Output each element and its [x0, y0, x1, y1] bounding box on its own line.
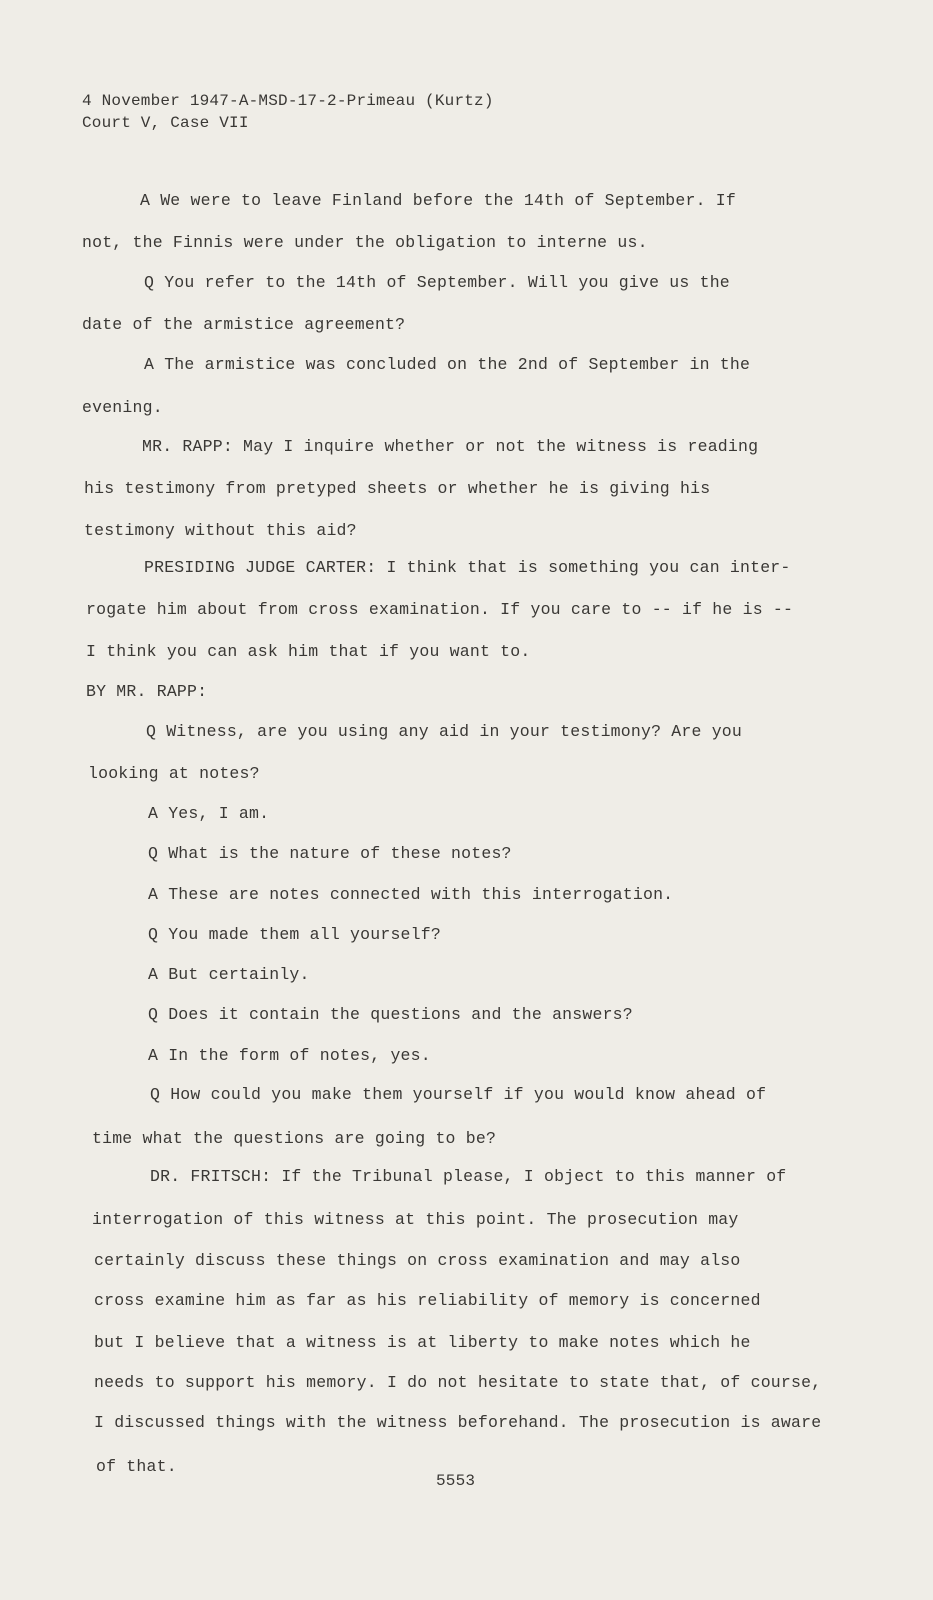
transcript-line: not, the Finnis were under the obligation to interne us. — [82, 233, 648, 252]
transcript-line: DR. FRITSCH: If the Tribunal please, I object to this manner of — [150, 1167, 787, 1186]
transcript-line: Q You refer to the 14th of September. Will you give us the — [144, 273, 730, 292]
transcript-line: interrogation of this witness at this point. The prosecution may — [92, 1210, 739, 1229]
transcript-line: Q Witness, are you using any aid in your testimony? Are you — [146, 722, 742, 741]
transcript-line: BY MR. RAPP: — [86, 682, 208, 701]
transcript-line: A Yes, I am. — [148, 804, 270, 823]
transcript-line: cross examine him as far as his reliability of memory is concerned — [94, 1291, 761, 1310]
transcript-line: I discussed things with the witness beforehand. The prosecution is aware — [94, 1413, 822, 1432]
transcript-line: A We were to leave Finland before the 14th of September. If — [140, 191, 736, 210]
transcript-line: his testimony from pretyped sheets or whether he is giving his — [84, 479, 711, 498]
transcript-line: of that. — [96, 1457, 177, 1476]
transcript-line: Q Does it contain the questions and the answers? — [148, 1005, 633, 1024]
page-number: 5553 — [436, 1472, 476, 1490]
transcript-line: Q How could you make them yourself if you would know ahead of — [150, 1085, 767, 1104]
transcript-line: MR. RAPP: May I inquire whether or not the witness is reading — [142, 437, 759, 456]
transcript-line: A The armistice was concluded on the 2nd of September in the — [144, 355, 751, 374]
transcript-line: evening. — [82, 398, 163, 417]
transcript-line: Q What is the nature of these notes? — [148, 844, 512, 863]
transcript-line: needs to support his memory. I do not hesitate to state that, of course, — [94, 1373, 822, 1392]
transcript-line: I think you can ask him that if you want to. — [86, 642, 531, 661]
transcript-line: time what the questions are going to be? — [92, 1129, 497, 1148]
header-line-2: Court V, Case VII — [82, 114, 249, 132]
transcript-line: certainly discuss these things on cross examination and may also — [94, 1251, 741, 1270]
transcript-line: A In the form of notes, yes. — [148, 1046, 431, 1065]
transcript-line: Q You made them all yourself? — [148, 925, 441, 944]
transcript-line: rogate him about from cross examination. If you care to -- if he is -- — [86, 600, 794, 619]
transcript-line: but I believe that a witness is at liberty to make notes which he — [94, 1333, 751, 1352]
transcript-line: looking at notes? — [88, 764, 260, 783]
header-line-1: 4 November 1947-A-MSD-17-2-Primeau (Kurtz) — [82, 92, 494, 110]
transcript-line: testimony without this aid? — [84, 521, 357, 540]
transcript-line: date of the armistice agreement? — [82, 315, 406, 334]
transcript-line: PRESIDING JUDGE CARTER: I think that is something you can inter- — [144, 558, 791, 577]
transcript-line: A These are notes connected with this interrogation. — [148, 885, 674, 904]
transcript-line: A But certainly. — [148, 965, 310, 984]
